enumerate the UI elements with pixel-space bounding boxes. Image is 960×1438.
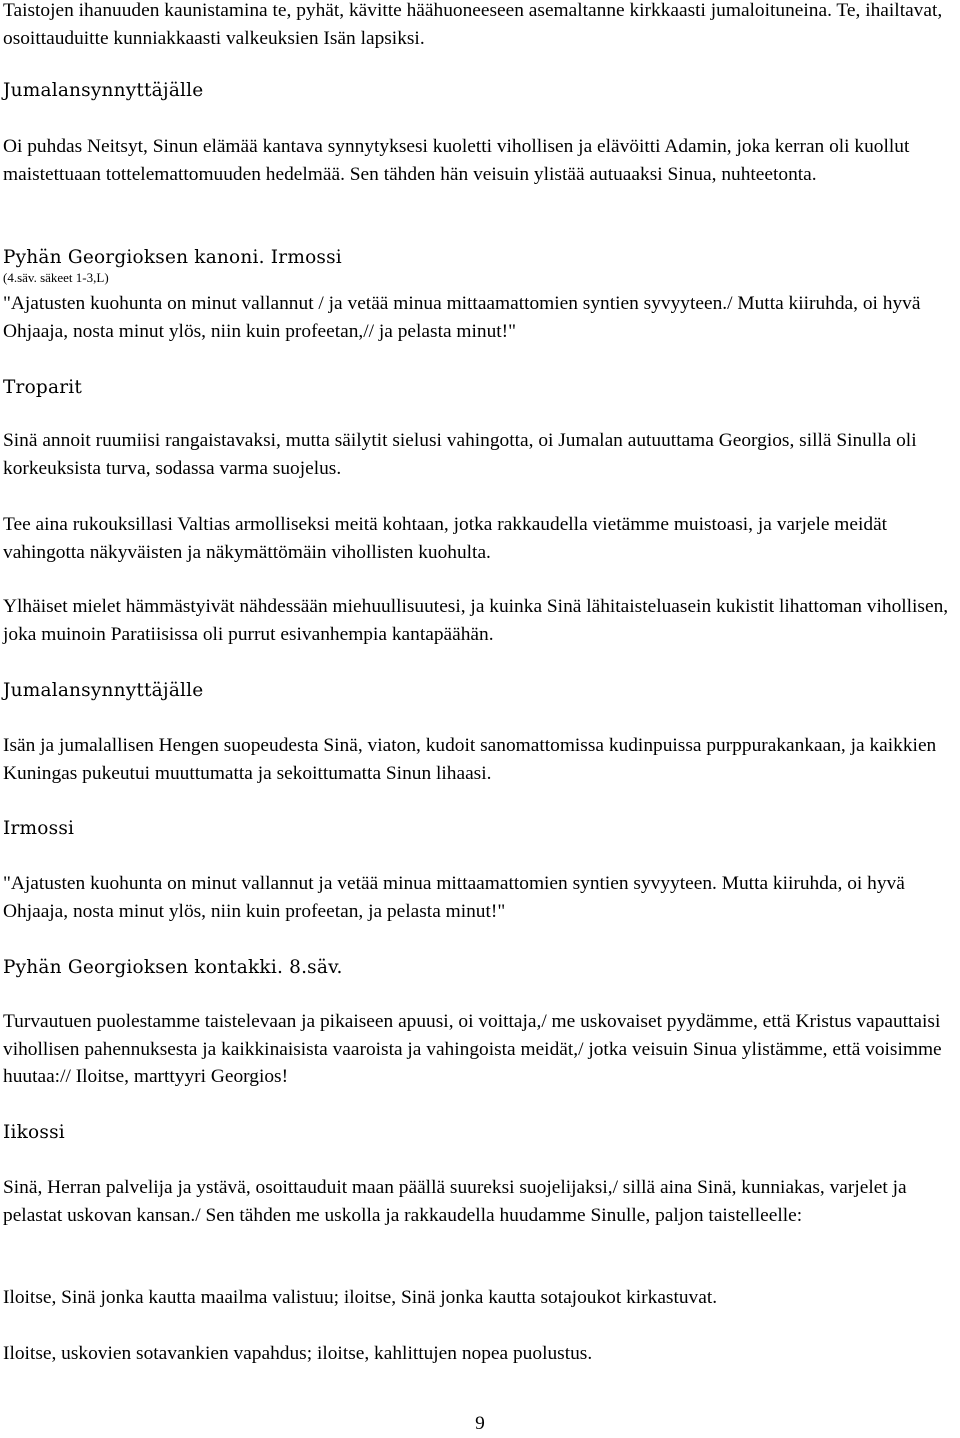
page-number-text: 9 <box>475 1413 485 1434</box>
tone-note-text: (4.säv. säkeet 1-3,L) <box>3 270 109 285</box>
heading-text: Pyhän Georgioksen kanoni. Irmossi <box>3 247 342 268</box>
paragraph <box>3 1174 957 1229</box>
paragraph-text: Ylhäiset mielet hämmästyivät nähdessään miehuullisuutesi, ja kuinka Sinä lähitaisteluasein kukistit lihattoman vihollisen, joka muinoin Paratiisissa oli purrut esivanhempia kantapäähän. <box>3 596 949 645</box>
paragraph-text: Iloitse, Sinä jonka kautta maailma valistuu; iloitse, Sinä jonka kautta sotajoukot kirkastuvat. <box>3 1287 718 1308</box>
paragraph <box>3 133 957 188</box>
paragraph-text: Sinä annoit ruumiisi rangaistavaksi, mutta säilytit sielusi vahingotta, oi Jumalan autuuttama Georgios, sillä Sinulla oli korkeuksista turva, sodassa varma suojelus. <box>3 430 917 479</box>
section-heading <box>3 954 957 982</box>
paragraph-text: Oi puhdas Neitsyt, Sinun elämää kantava synnytyksesi kuoletti vihollisen ja elävöitti Adamin, joka kerran oli kuollut maistettuaan tottelemattomuuden hedelmää. Sen tähden hän veisuin ylistää autuaaksi Sinua, nuhteetonta. <box>3 136 910 185</box>
page-number <box>3 1410 957 1438</box>
paragraph <box>3 1008 957 1091</box>
paragraph-text: Taistojen ihanuuden kaunistamina te, pyhät, kävitte häähuoneeseen asemaltanne kirkkaasti jumaloituneina. Te, ihailtavat, osoittauduitte kunniakkaasti valkeuksien Isän lapsiksi. <box>3 0 943 49</box>
paragraph <box>3 593 957 648</box>
paragraph <box>3 511 957 566</box>
section-heading <box>3 677 957 705</box>
heading-text: Jumalansynnyttäjälle <box>3 680 204 701</box>
tone-note <box>3 270 957 286</box>
paragraph-text: "Ajatusten kuohunta on minut vallannut / ja vetää minua mittaamattomien syntien syvyyteen./ Mutta kiiruhda, oi hyvä Ohjaaja, nosta minut ylös, niin kuin profeetan,// ja pelasta minut!" <box>3 293 921 342</box>
paragraph-text: Turvautuen puolestamme taistelevaan ja pikaiseen apuusi, oi voittaja,/ me uskovaiset pyydämme, että Kristus vapauttaisi vihollisen pahennuksesta ja kaikkinaisista vaaroista ja vahingoista meidät,/ jotka veisuin Sinua ylistämme, että voisimme huutaa:// Iloitse, marttyyri Georgios! <box>3 1011 942 1087</box>
paragraph <box>3 732 957 787</box>
paragraph <box>3 870 957 925</box>
section-heading <box>3 244 957 272</box>
paragraph <box>3 290 957 345</box>
section-heading <box>3 815 957 843</box>
paragraph <box>3 427 957 482</box>
section-heading <box>3 374 957 402</box>
section-heading <box>3 77 957 105</box>
heading-text: Pyhän Georgioksen kontakki. 8.säv. <box>3 957 343 978</box>
paragraph <box>3 1340 957 1368</box>
heading-text: Jumalansynnyttäjälle <box>3 80 204 101</box>
paragraph-text: Isän ja jumalallisen Hengen suopeudesta Sinä, viaton, kudoit sanomattomissa kudinpuissa purppurakankaan, ja kaikkien Kuningas pukeutui muuttumatta ja sekoittumatta Sinun lihaasi. <box>3 735 937 784</box>
paragraph <box>3 0 957 52</box>
heading-text: Irmossi <box>3 818 75 839</box>
heading-text: Iikossi <box>3 1122 65 1143</box>
paragraph-text: Tee aina rukouksillasi Valtias armolliseksi meitä kohtaan, jotka rakkaudella vietämme muistoasi, ja varjele meidät vahingotta näkyväisten ja näkymättömäin vihollisten kuohulta. <box>3 514 888 563</box>
section-heading <box>3 1119 957 1147</box>
paragraph <box>3 1284 957 1312</box>
heading-text: Troparit <box>3 377 82 398</box>
paragraph-text: Iloitse, uskovien sotavankien vapahdus; iloitse, kahlittujen nopea puolustus. <box>3 1343 593 1364</box>
paragraph-text: "Ajatusten kuohunta on minut vallannut ja vetää minua mittaamattomien syntien syvyyteen. Mutta kiiruhda, oi hyvä Ohjaaja, nosta minut ylös, niin kuin profeetan, ja pelasta minut!" <box>3 873 905 922</box>
paragraph-text: Sinä, Herran palvelija ja ystävä, osoittauduit maan päällä suureksi suojelijaksi,/ sillä aina Sinä, kunniakas, varjelet ja pelastat uskovan kansan./ Sen tähden me uskolla ja rakkaudella huudamme Sinulle, paljon taistelleelle: <box>3 1177 907 1226</box>
